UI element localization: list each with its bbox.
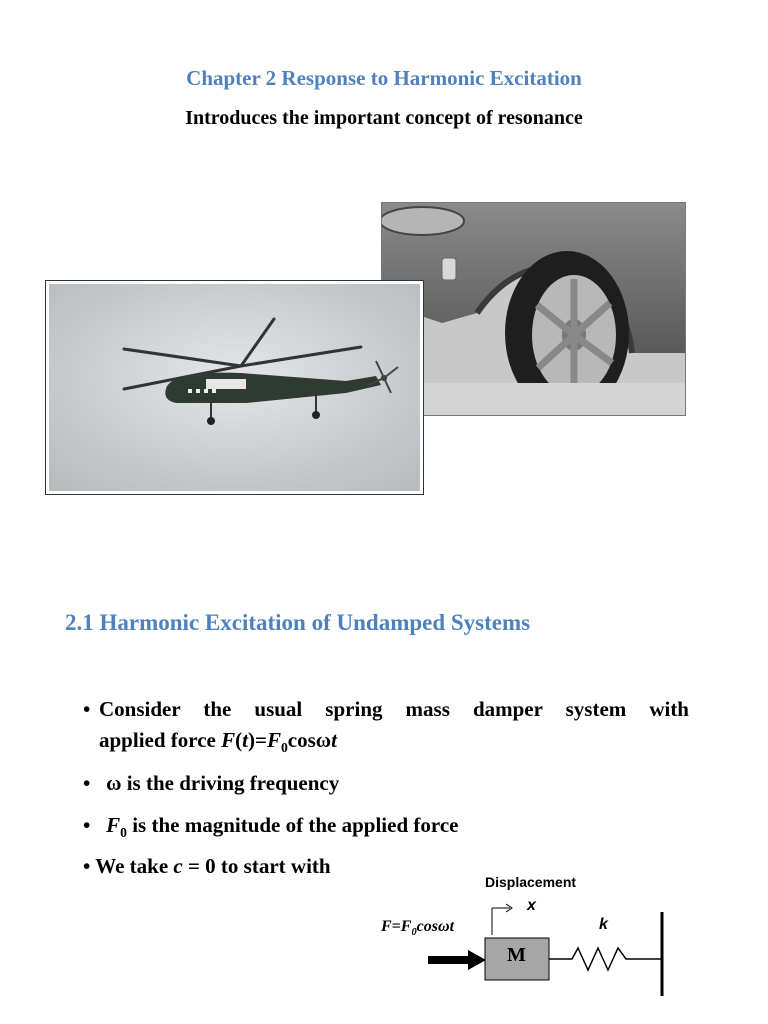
mass-label: M — [507, 944, 526, 966]
displacement-label: Displacement — [485, 874, 577, 890]
page-subtitle: Introduces the important concept of resonance — [185, 107, 583, 129]
helicopter-photo — [45, 280, 424, 495]
bullet-dot: • — [83, 813, 91, 837]
car-wheel-photo — [381, 202, 686, 416]
bullet-dot: • — [83, 854, 91, 878]
bullet-magnitude: • $F_0$ is the magnitude of the applied force — [83, 813, 459, 841]
bullet-spring-mass — [83, 694, 689, 763]
force-arrow-head — [468, 950, 486, 970]
spring-mass-diagram — [420, 890, 680, 1010]
page-title: Chapter 2 Response to Harmonic Excitation — [186, 66, 582, 90]
spring-zigzag — [549, 948, 662, 970]
bullet-c-zero: • We take c = 0 to start with — [83, 854, 331, 878]
x-label: x — [527, 897, 536, 914]
spring-label: k — [599, 916, 608, 933]
bullet-1-line-2: applied force $F(t)=F_0\cos\omega t$ — [99, 728, 337, 756]
section-heading: 2.1 Harmonic Excitation of Undamped Systems — [65, 610, 531, 635]
bullet-1-line-1: Consider the usual spring mass damper system with — [99, 697, 689, 721]
bullet-dot: • — [83, 771, 91, 795]
force-label: $F=F_0\cos\omega t$ — [381, 918, 455, 939]
bullet-driving-frequency: • ω is the driving frequency — [83, 771, 340, 795]
bullet-dot: • — [83, 697, 91, 721]
